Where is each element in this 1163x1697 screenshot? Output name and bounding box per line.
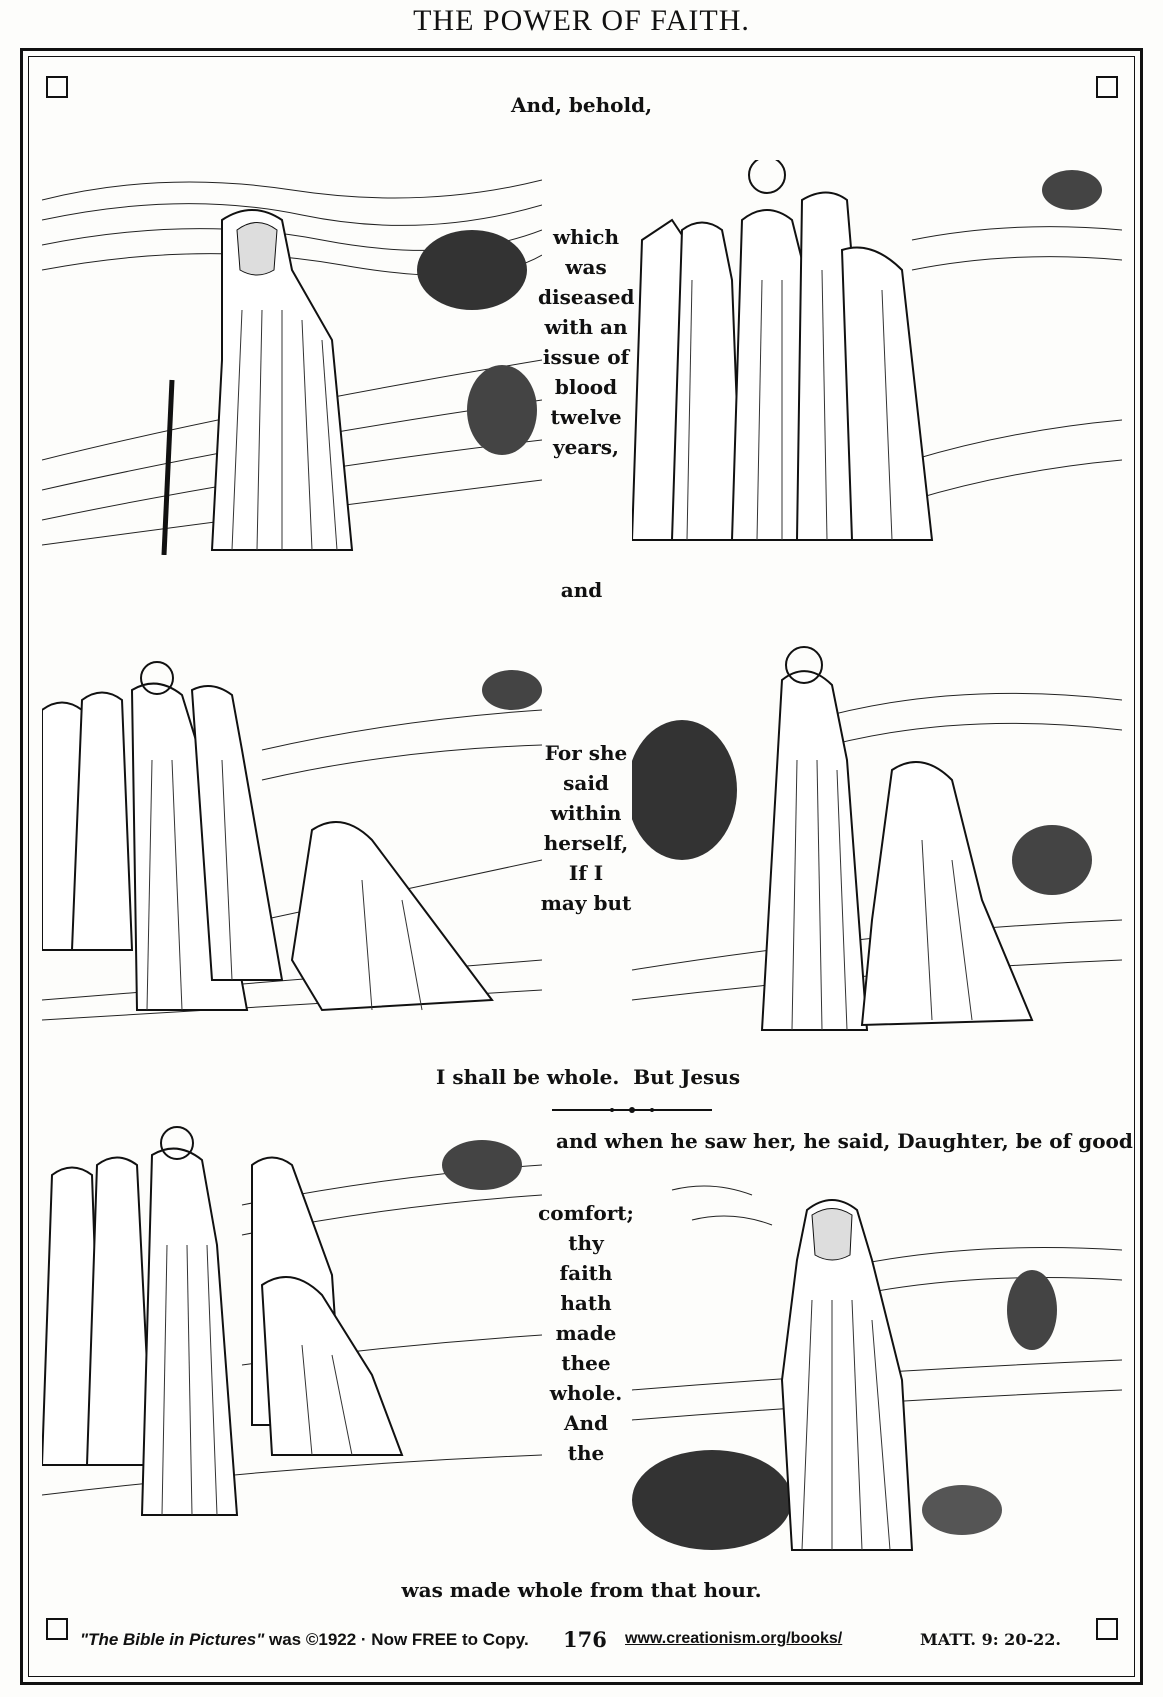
col1-line: diseased: [538, 285, 635, 309]
caption-made-whole: was made whole from that hour.: [401, 1578, 762, 1602]
col3-line: thee: [561, 1351, 611, 1375]
col1-line: blood: [554, 375, 618, 399]
col1-line: was: [565, 255, 607, 279]
footer-book-title: "The Bible in Pictures": [80, 1630, 265, 1649]
footer-credit: [80, 1630, 529, 1650]
col3-line: made: [555, 1321, 617, 1345]
caption-i-shall-be-whole: I shall be whole. But Jesus: [436, 1065, 741, 1089]
caption-column-1: [538, 222, 634, 462]
col3-line: hath: [560, 1291, 612, 1315]
caption-column-2: [538, 738, 634, 918]
illustration-jesus-with-disciples: [632, 160, 1122, 560]
illustration-healed-woman: [632, 1180, 1122, 1560]
caption-and-behold: And, behold,: [510, 93, 653, 117]
scripture-reference: MATT. 9: 20-22.: [920, 1630, 1061, 1649]
col3-line: whole.: [549, 1381, 623, 1405]
page-number: 176: [563, 1627, 607, 1652]
col3-line: faith: [559, 1261, 613, 1285]
col2-line: For she: [544, 741, 628, 765]
col1-line: twelve: [550, 405, 622, 429]
caption-when-he-saw-her: and when he saw her, he said, Daughter, be of good: [556, 1129, 1133, 1153]
col2-line: If I: [568, 861, 604, 885]
illustration-woman-touching-hem: [42, 660, 542, 1030]
corner-ornament-bottom-left: [46, 1618, 68, 1640]
caption-column-3: [538, 1198, 634, 1468]
col2-line: may but: [540, 891, 632, 915]
footer-copyright: was ©1922 · Now FREE to Copy.: [264, 1630, 529, 1649]
col3-line: thy: [568, 1231, 604, 1255]
col2-line: within: [550, 801, 622, 825]
col1-line: years,: [552, 435, 620, 459]
col1-line: issue of: [542, 345, 630, 369]
col3-line: the: [567, 1441, 605, 1465]
illustration-jesus-turning: [632, 640, 1122, 1040]
ornamental-divider: [552, 1104, 712, 1116]
footer-url-link[interactable]: www.creationism.org/books/: [625, 1630, 843, 1647]
col3-line: And: [563, 1411, 609, 1435]
caption-and: and: [560, 578, 603, 602]
corner-ornament-bottom-right: [1096, 1618, 1118, 1640]
col3-line: comfort;: [538, 1201, 634, 1225]
col2-line: said: [563, 771, 609, 795]
page-title: THE POWER OF FAITH.: [413, 4, 750, 37]
col1-line: which: [552, 225, 620, 249]
illustration-woman-kneeling: [42, 1125, 542, 1520]
illustration-woman-with-staff: [42, 160, 542, 555]
col1-line: with an: [544, 315, 628, 339]
col2-line: herself,: [543, 831, 629, 855]
